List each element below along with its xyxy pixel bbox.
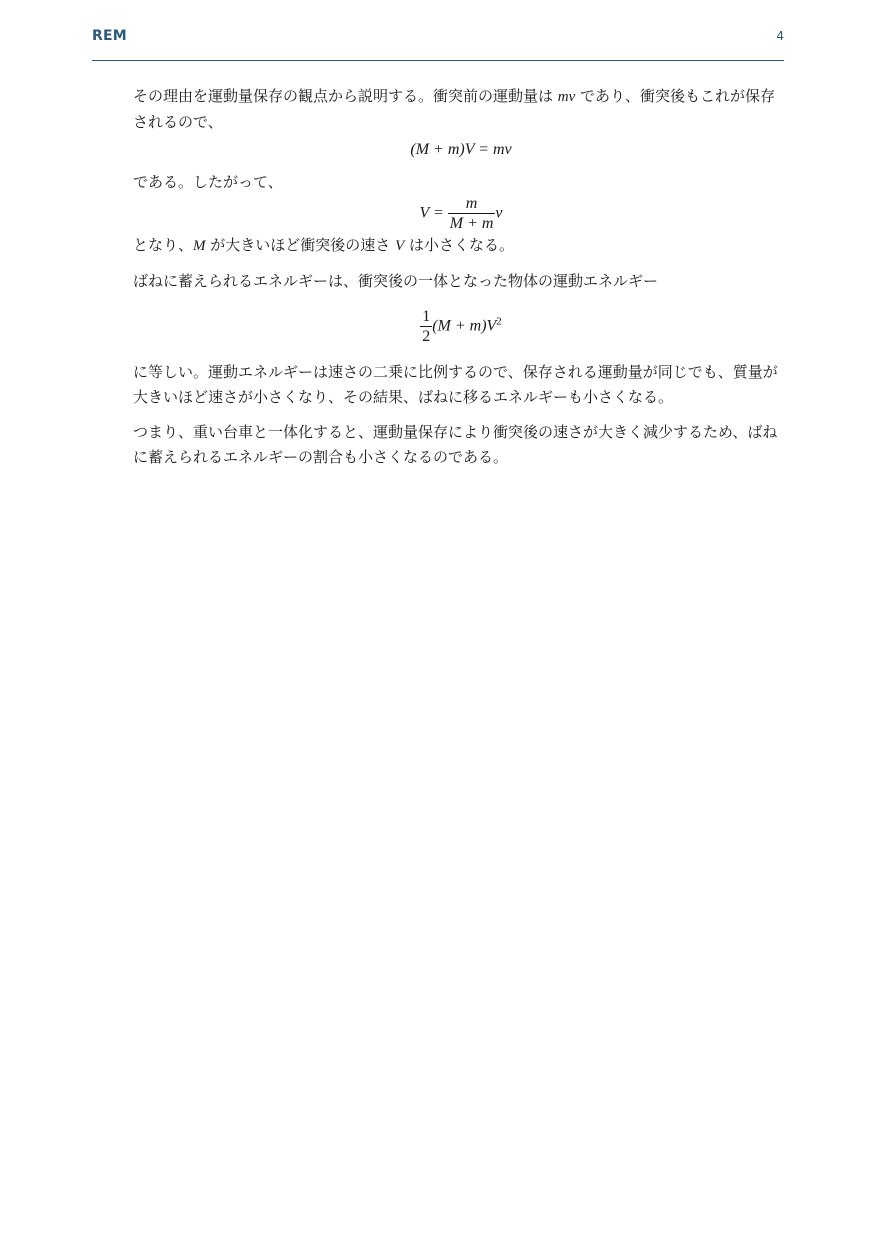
exponent: 2: [496, 315, 502, 328]
equation-lhs: V =: [419, 204, 448, 222]
text-segment: は小さくなる。: [404, 236, 515, 254]
fraction-numerator: 1: [422, 308, 431, 325]
equation-text: (M + m)V = mv: [410, 141, 512, 158]
fraction-one-half: [420, 308, 432, 346]
fraction-denominator: 2: [422, 328, 431, 345]
page-number: 4: [776, 29, 784, 43]
equation-momentum-conservation: [133, 137, 789, 162]
paragraph-summary: つまり、重い台車と一体化すると、運動量保存により衝突後の速さが大きく減少するため、ばねに蓄えられるエネルギーの割合も小さくなるのである。: [133, 423, 778, 466]
fraction: [448, 195, 496, 233]
equation-rhs: v: [495, 204, 503, 222]
equation-velocity: [133, 195, 789, 233]
page-header: [92, 26, 784, 61]
math-variable: V: [395, 238, 405, 254]
paragraph-therefore: である。したがって、: [133, 173, 283, 191]
journal-brand: REM: [92, 28, 127, 44]
math-variable: M: [193, 238, 206, 254]
paragraph-conclusion-speed: [133, 233, 789, 259]
equation-kinetic-energy: [133, 308, 789, 346]
paragraph-energy-explanation: に等しい。運動エネルギーは速さの二乗に比例するので、保存される運動量が同じでも、質量が大きいほど速さが小さくなり、その結果、ばねに移るエネルギーも小さくなる。: [133, 363, 778, 406]
math-variable: mv: [557, 89, 576, 105]
fraction-denominator: M + m: [449, 215, 494, 232]
text-segment: であり、衝突後もこれが保存されるので、: [133, 87, 776, 131]
paragraph-momentum: [133, 84, 789, 135]
text-segment: となり、: [133, 236, 194, 254]
equation-body: (M + m)V: [432, 317, 497, 335]
paragraph-spring-energy: ばねに蓄えられるエネルギーは、衝突後の一体となった物体の運動エネルギー: [133, 272, 659, 290]
document-body: [133, 84, 789, 470]
text-segment: が大きいほど衝突後の速さ: [205, 236, 396, 254]
text-segment: その理由を運動量保存の観点から説明する。衝突前の運動量は: [133, 87, 558, 105]
fraction-numerator: m: [465, 195, 478, 212]
